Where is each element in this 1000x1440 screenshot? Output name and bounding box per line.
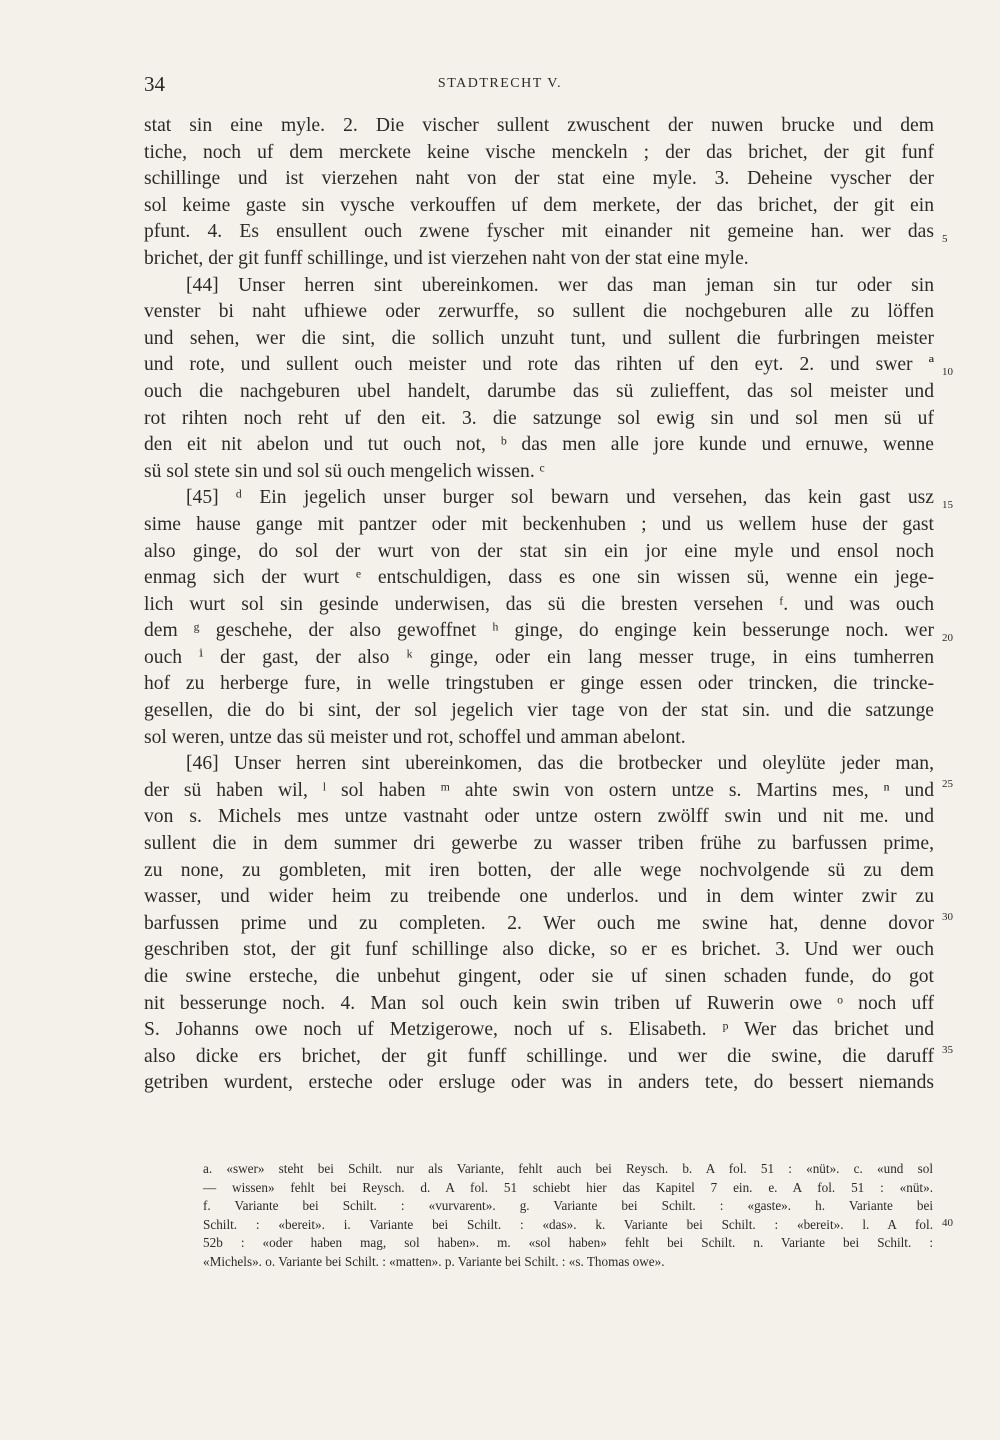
text-line: stat sin eine myle. 2. Die vischer sullent zwuschent der nuwen brucke und dem <box>144 115 934 136</box>
text-line: nit besserunge noch. 4. Man sol ouch kein swin triben uf Ruwerin owe ᵒ noch uff <box>144 992 934 1014</box>
margin-line-number: 35 <box>942 1044 953 1056</box>
text-line: barfussen prime und zu completen. 2. Wer ouch me swine hat, denne dovor <box>144 912 934 934</box>
footnote-margin-number: 40 <box>942 1217 953 1229</box>
margin-line-number: 30 <box>942 911 953 923</box>
text-line: brichet, der git funff schillinge, und ist vierzehen naht von der stat eine myle. <box>144 247 749 269</box>
footnote-line: Schilt. : «bereit». i. Variante bei Schilt. : «das». k. Variante bei Schilt. : «bereit». l. A fol. <box>203 1216 933 1232</box>
text-line: getriben wurdent, ersteche oder ersluge oder was in anders tete, do bessert niemands <box>144 1072 934 1094</box>
text-line: also dicke ers brichet, der git funff schillinge. und wer die swine, die daruff <box>144 1045 934 1067</box>
text-line: zu none, zu gombleten, mit iren botten, der alle wege nochvolgende sü zu dem <box>144 859 934 881</box>
section-start-44: [44] Unser herren sint ubereinkomen. wer das man jeman sin tur oder sin <box>186 274 934 296</box>
text-line: lich wurt sol sin gesinde underwisen, das sü die bresten versehen ᶠ. und was ouch <box>144 593 934 615</box>
footnote-line: 52b : «oder haben mag, sol haben». m. «sol haben» fehlt bei Schilt. n. Variante bei Schilt. : <box>203 1235 933 1251</box>
text-line: sullent die in dem summer dri gewerbe zu wasser triben frühe zu barfussen prime, <box>144 833 934 855</box>
text-line: rot rihten noch reht uf den eit. 3. die satzunge sol ewig sin und sol men sü uf <box>144 407 934 429</box>
text-line: der sü haben wil, ˡ sol haben ᵐ ahte swin von ostern untze s. Martins mes, ⁿ und <box>144 779 934 801</box>
footnote-line: — wissen» fehlt bei Reysch. d. A fol. 51 schiebt hier das Kapitel 7 ein. e. A fol. 51 : «nüt». <box>203 1179 933 1195</box>
text-line: sü sol stete sin und sol sü ouch mengelich wissen. ᶜ <box>144 460 545 482</box>
section-start-45: [45] ᵈ Ein jegelich unser burger sol bewarn und versehen, das kein gast usz <box>186 487 934 509</box>
text-line: und rote, und sullent ouch meister und rote das rihten uf den eyt. 2. und swer ª <box>144 354 934 376</box>
footnote-line: «Michels». o. Variante bei Schilt. : «matten». p. Variante bei Schilt. : «s. Thomas owe». <box>203 1253 665 1269</box>
text-line: ouch die nachgeburen ubel handelt, darumbe das sü zulieffent, das sol meister und <box>144 380 934 402</box>
text-line: wasser, und wider heim zu treibende one underlos. und in dem winter zwir zu <box>144 886 934 908</box>
text-line: sol keime gaste sin vysche verkouffen uf dem merkete, der das brichet, der git ein <box>144 194 934 216</box>
text-line: sol weren, untze das sü meister und rot, schoffel und amman abelont. <box>144 726 686 748</box>
section-start-46: [46] Unser herren sint ubereinkomen, das die brotbecker und oleylüte jeder man, <box>186 753 934 775</box>
footnotes <box>203 1160 933 1272</box>
page-number: 34 <box>144 72 165 96</box>
text-line: ouch ⁱ der gast, der also ᵏ ginge, oder ein lang messer truge, in eins tumherren <box>144 646 934 668</box>
text-line: hof zu herberge fure, in welle tringstuben er ginge essen oder trincken, die trincke- <box>144 673 934 695</box>
margin-line-number: 20 <box>942 632 953 644</box>
margin-line-number: 10 <box>942 366 953 378</box>
text-line: tiche, noch uf dem merckete keine vische menckeln ; der das brichet, der git funf <box>144 141 934 163</box>
margin-line-number: 25 <box>942 778 953 790</box>
text-line: und sehen, wer die sint, die sollich unzuht tunt, und sullent die furbringen meister <box>144 327 934 349</box>
text-line: geschriben stot, der git funf schillinge also dicke, so er es brichet. 3. Und wer ouch <box>144 939 934 961</box>
text-line: gesellen, die do bi sint, der sol jegelich vier tage von der stat sin. und die satzunge <box>144 700 934 722</box>
text-line: pfunt. 4. Es ensullent ouch zwene fyscher mit einander nit gemeine han. wer das <box>144 221 934 243</box>
footnote-line: a. «swer» steht bei Schilt. nur als Variante, fehlt auch bei Reysch. b. A fol. 51 : «nüt». c. «und sol <box>203 1161 933 1176</box>
text-line: enmag sich der wurt ᵉ entschuldigen, dass es one sin wissen sü, wenne ein jege- <box>144 567 934 589</box>
text-line: von s. Michels mes untze vastnaht oder untze ostern zwölff swin und nit me. und <box>144 806 934 828</box>
footnote-line: f. Variante bei Schilt. : «vurvarent». g. Variante bei Schilt. : «gaste». h. Variante bei <box>203 1198 933 1214</box>
text-line: also ginge, do sol der wurt von der stat sin ein jor eine myle und ensol noch <box>144 540 934 562</box>
main-text <box>144 113 934 1097</box>
margin-line-number: 15 <box>942 499 953 511</box>
running-head: STADTRECHT V. <box>437 76 563 91</box>
text-line: schillinge und ist vierzehen naht von der stat eine myle. 3. Deheine vyscher der <box>144 168 934 190</box>
text-line: den eit nit abelon und tut ouch not, ᵇ das men alle jore kunde und ernuwe, wenne <box>144 434 934 456</box>
text-line: S. Johanns owe noch uf Metzigerowe, noch uf s. Elisabeth. ᵖ Wer das brichet und <box>144 1019 934 1041</box>
text-line: sime hause gange mit pantzer oder mit beckenhuben ; und us wellem huse der gast <box>144 513 934 535</box>
text-line: venster bi naht ufhiewe oder zerwurffe, so sullent die nochgeburen alle zu löffen <box>144 301 934 323</box>
text-line: die swine ersteche, die unbehut gingent, oder sie uf sinen schaden funde, do got <box>144 966 934 987</box>
text-line: dem ᵍ geschehe, der also gewoffnet ʰ ginge, do enginge kein besserunge noch. wer <box>144 620 934 642</box>
margin-line-number: 5 <box>942 233 948 245</box>
